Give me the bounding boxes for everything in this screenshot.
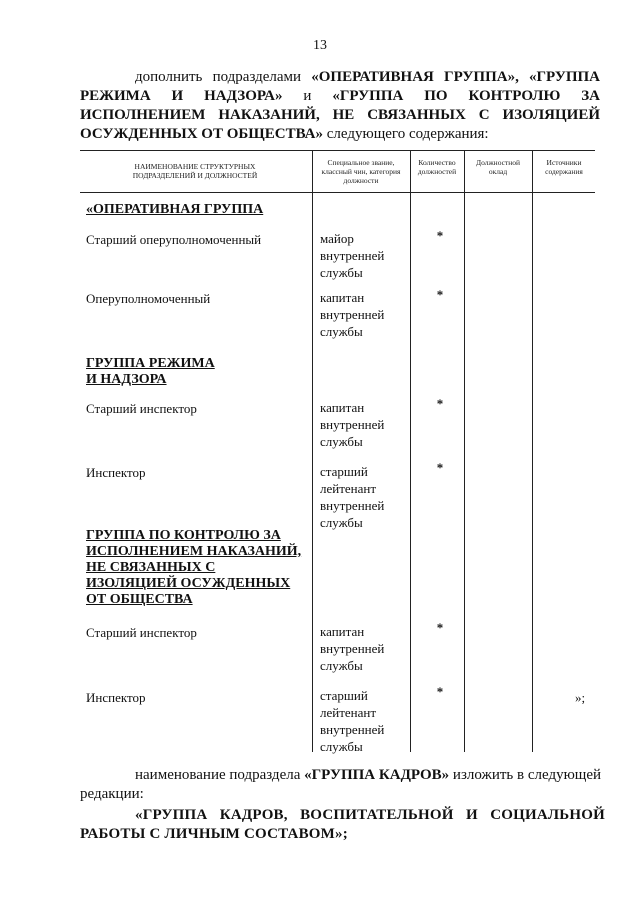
outro-text-2: изложить в следующей редакции: [80,767,602,802]
section-title-regime: ГРУППА РЕЖИМА И НАДЗОРА [86,356,215,387]
closing-quote: »; [575,690,586,705]
new-section-name: «ГРУППА КАДРОВ, ВОСПИТАТЕЛЬНОЙ И СОЦИАЛЬНОЙ РАБОТЫ С ЛИЧНЫМ СОСТАВОМ»; [80,807,605,842]
row-rank: капитан внутренней службы [320,290,385,339]
col-divider-3 [464,150,465,752]
intro-text-2: и [282,88,333,104]
row-rank: старший лейтенант внутренней службы [320,464,385,530]
header-rank: Специальное звание, классный чин, категория должности [321,158,401,185]
row-name: Старший оперуполномоченный [86,232,262,247]
intro-bold-2: «ГРУППА ПО КОНТРОЛЮ ЗА ИСПОЛНЕНИЕМ НАКАЗАНИЙ, НЕ СВЯЗАННЫХ С ИЗОЛЯЦИЕЙ ОСУЖДЕННЫХ ОТ ОБЩЕСТВА» [80,88,601,142]
row-count: * [436,287,444,302]
row-name: Оперуполномоченный [86,291,211,306]
intro-text-3: следующего содержания: [323,126,489,142]
row-name: Инспектор [86,690,146,705]
row-rank: старший лейтенант внутренней службы [320,688,385,754]
outro-paragraph [80,766,605,844]
section-title-control: ГРУППА ПО КОНТРОЛЮ ЗА ИСПОЛНЕНИЕМ НАКАЗАНИЙ, НЕ СВЯЗАННЫХ С ИЗОЛЯЦИЕЙ ОСУЖДЕННЫХ ОТ ОБЩЕСТВА [86,528,302,607]
row-count: * [436,684,444,699]
row-count: * [436,620,444,635]
header-name: НАИМЕНОВАНИЕ СТРУКТУРНЫХ ПОДРАЗДЕЛЕНИЙ И ДОЛЖНОСТЕЙ [132,162,258,180]
table-header-border [80,192,595,193]
row-rank: капитан внутренней службы [320,624,385,673]
col-divider-4 [532,150,533,752]
row-name: Старший инспектор [86,401,197,416]
table-top-border [80,150,595,151]
col-divider-2 [410,150,411,752]
staff-table [80,150,595,752]
outro-text-1: наименование подраздела [135,767,305,783]
row-rank: капитан внутренней службы [320,400,385,449]
intro-paragraph [80,68,600,144]
page-number: 13 [313,38,327,53]
header-count: Количество должностей [417,158,457,176]
header-source: Источники содержания [545,158,583,176]
row-count: * [436,228,444,243]
row-count: * [436,396,444,411]
row-name: Старший инспектор [86,625,197,640]
intro-bold-1: «ОПЕРАТИВНАЯ ГРУППА», «ГРУППА РЕЖИМА И НАДЗОРА» [80,69,601,104]
intro-text-1: дополнить подразделами [135,69,312,85]
outro-bold-1: «ГРУППА КАДРОВ» [304,767,450,783]
row-count: * [436,460,444,475]
header-salary: Должностной оклад [475,158,521,176]
row-name: Инспектор [86,465,146,480]
section-title-operative: «ОПЕРАТИВНАЯ ГРУППА [86,202,264,217]
col-divider-1 [312,150,313,752]
row-rank: майор внутренней службы [320,231,385,280]
